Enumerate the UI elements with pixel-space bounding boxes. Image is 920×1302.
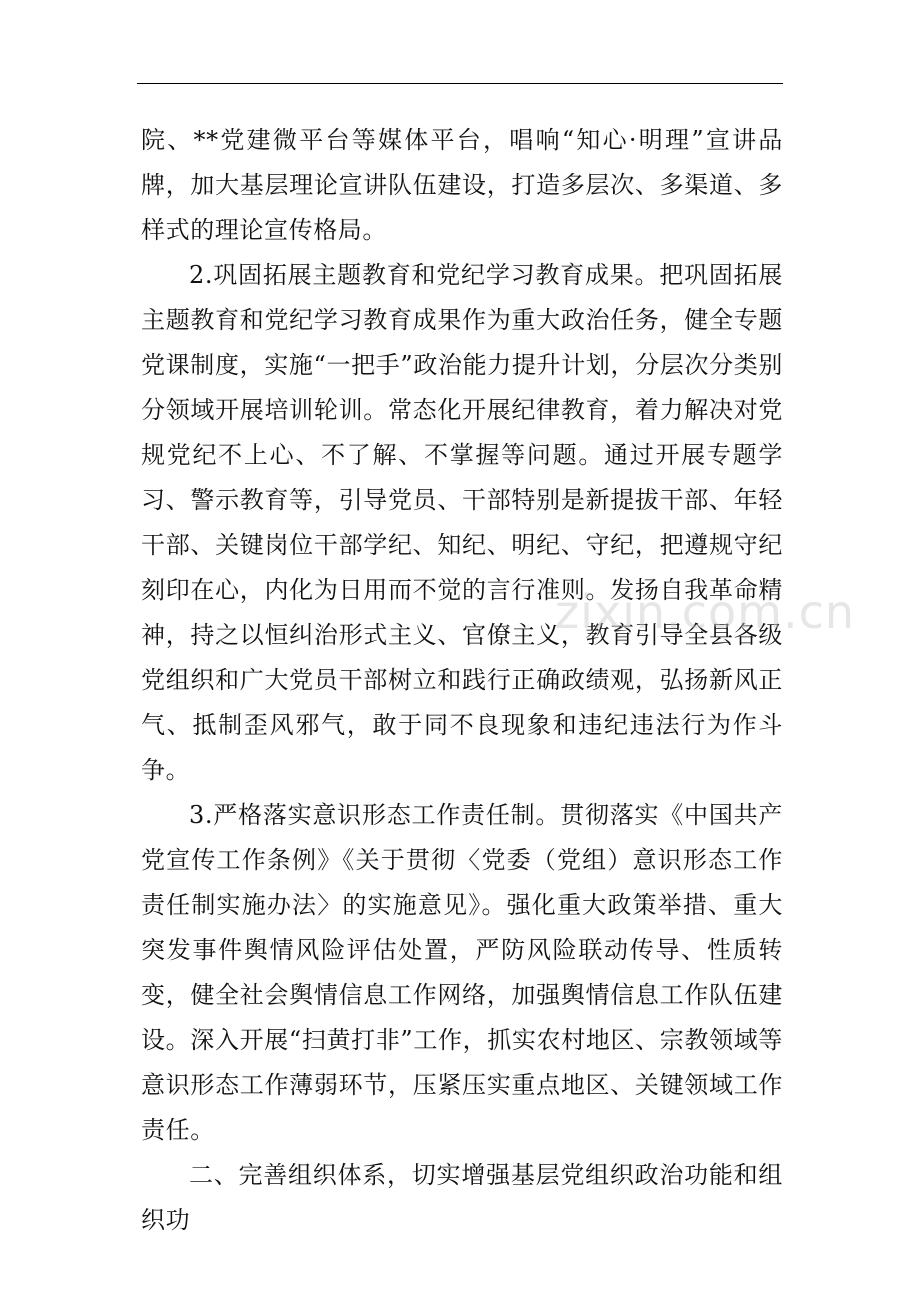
paragraph-item-2: 2.巩固拓展主题教育和党纪学习教育成果。把巩固拓展主题教育和党纪学习教育成果作为重大政治任务，健全专题党课制度，实施“一把手”政治能力提升计划，分层次分类别分领域开展培训轮训。常态化开展纪律教育，着力解决对党规党纪不上心、不了解、不掌握等问题。通过开展专题学习、警示教育等，引导党员、干部特别是新提拔干部、年轻干部、关键岗位干部学纪、知纪、明纪、守纪，把遵规守纪刻印在心，内化为日用而不觉的言行准则。发扬自我革命精神，持之以恒纠治形式主义、官僚主义，教育引导全县各级党组织和广大党员干部树立和践行正确政绩观，弘扬新风正气、抵制歪风邪气，敢于同不良现象和违纪违法行为作斗争。 <box>141 261 783 784</box>
body-text <box>141 118 783 1243</box>
header-rule <box>137 83 783 84</box>
watermark: zixin.com.cn <box>555 585 856 639</box>
paragraph-item-3: 3.严格落实意识形态工作责任制。贯彻落实《中国共产党宣传工作条例》《关于贯彻〈党委（党组）意识形态工作责任制实施办法〉的实施意见》。强化重大政策举措、重大突发事件舆情风险评估处置，严防风险联动传导、性质转变，健全社会舆情信息工作网络，加强舆情信息工作队伍建设。深入开展“扫黄打非”工作，抓实农村地区、宗教领域等意识形态工作薄弱环节，压紧压实重点地区、关键领域工作责任。 <box>141 801 783 1144</box>
section-heading-2: 二、完善组织体系，切实增强基层党组织政治功能和组织功 <box>141 1161 783 1234</box>
paragraph-continuation: 院、**党建微平台等媒体平台，唱响“知心·明理”宣讲品牌，加大基层理论宣讲队伍建设，打造多层次、多渠道、多样式的理论宣传格局。 <box>141 126 783 244</box>
